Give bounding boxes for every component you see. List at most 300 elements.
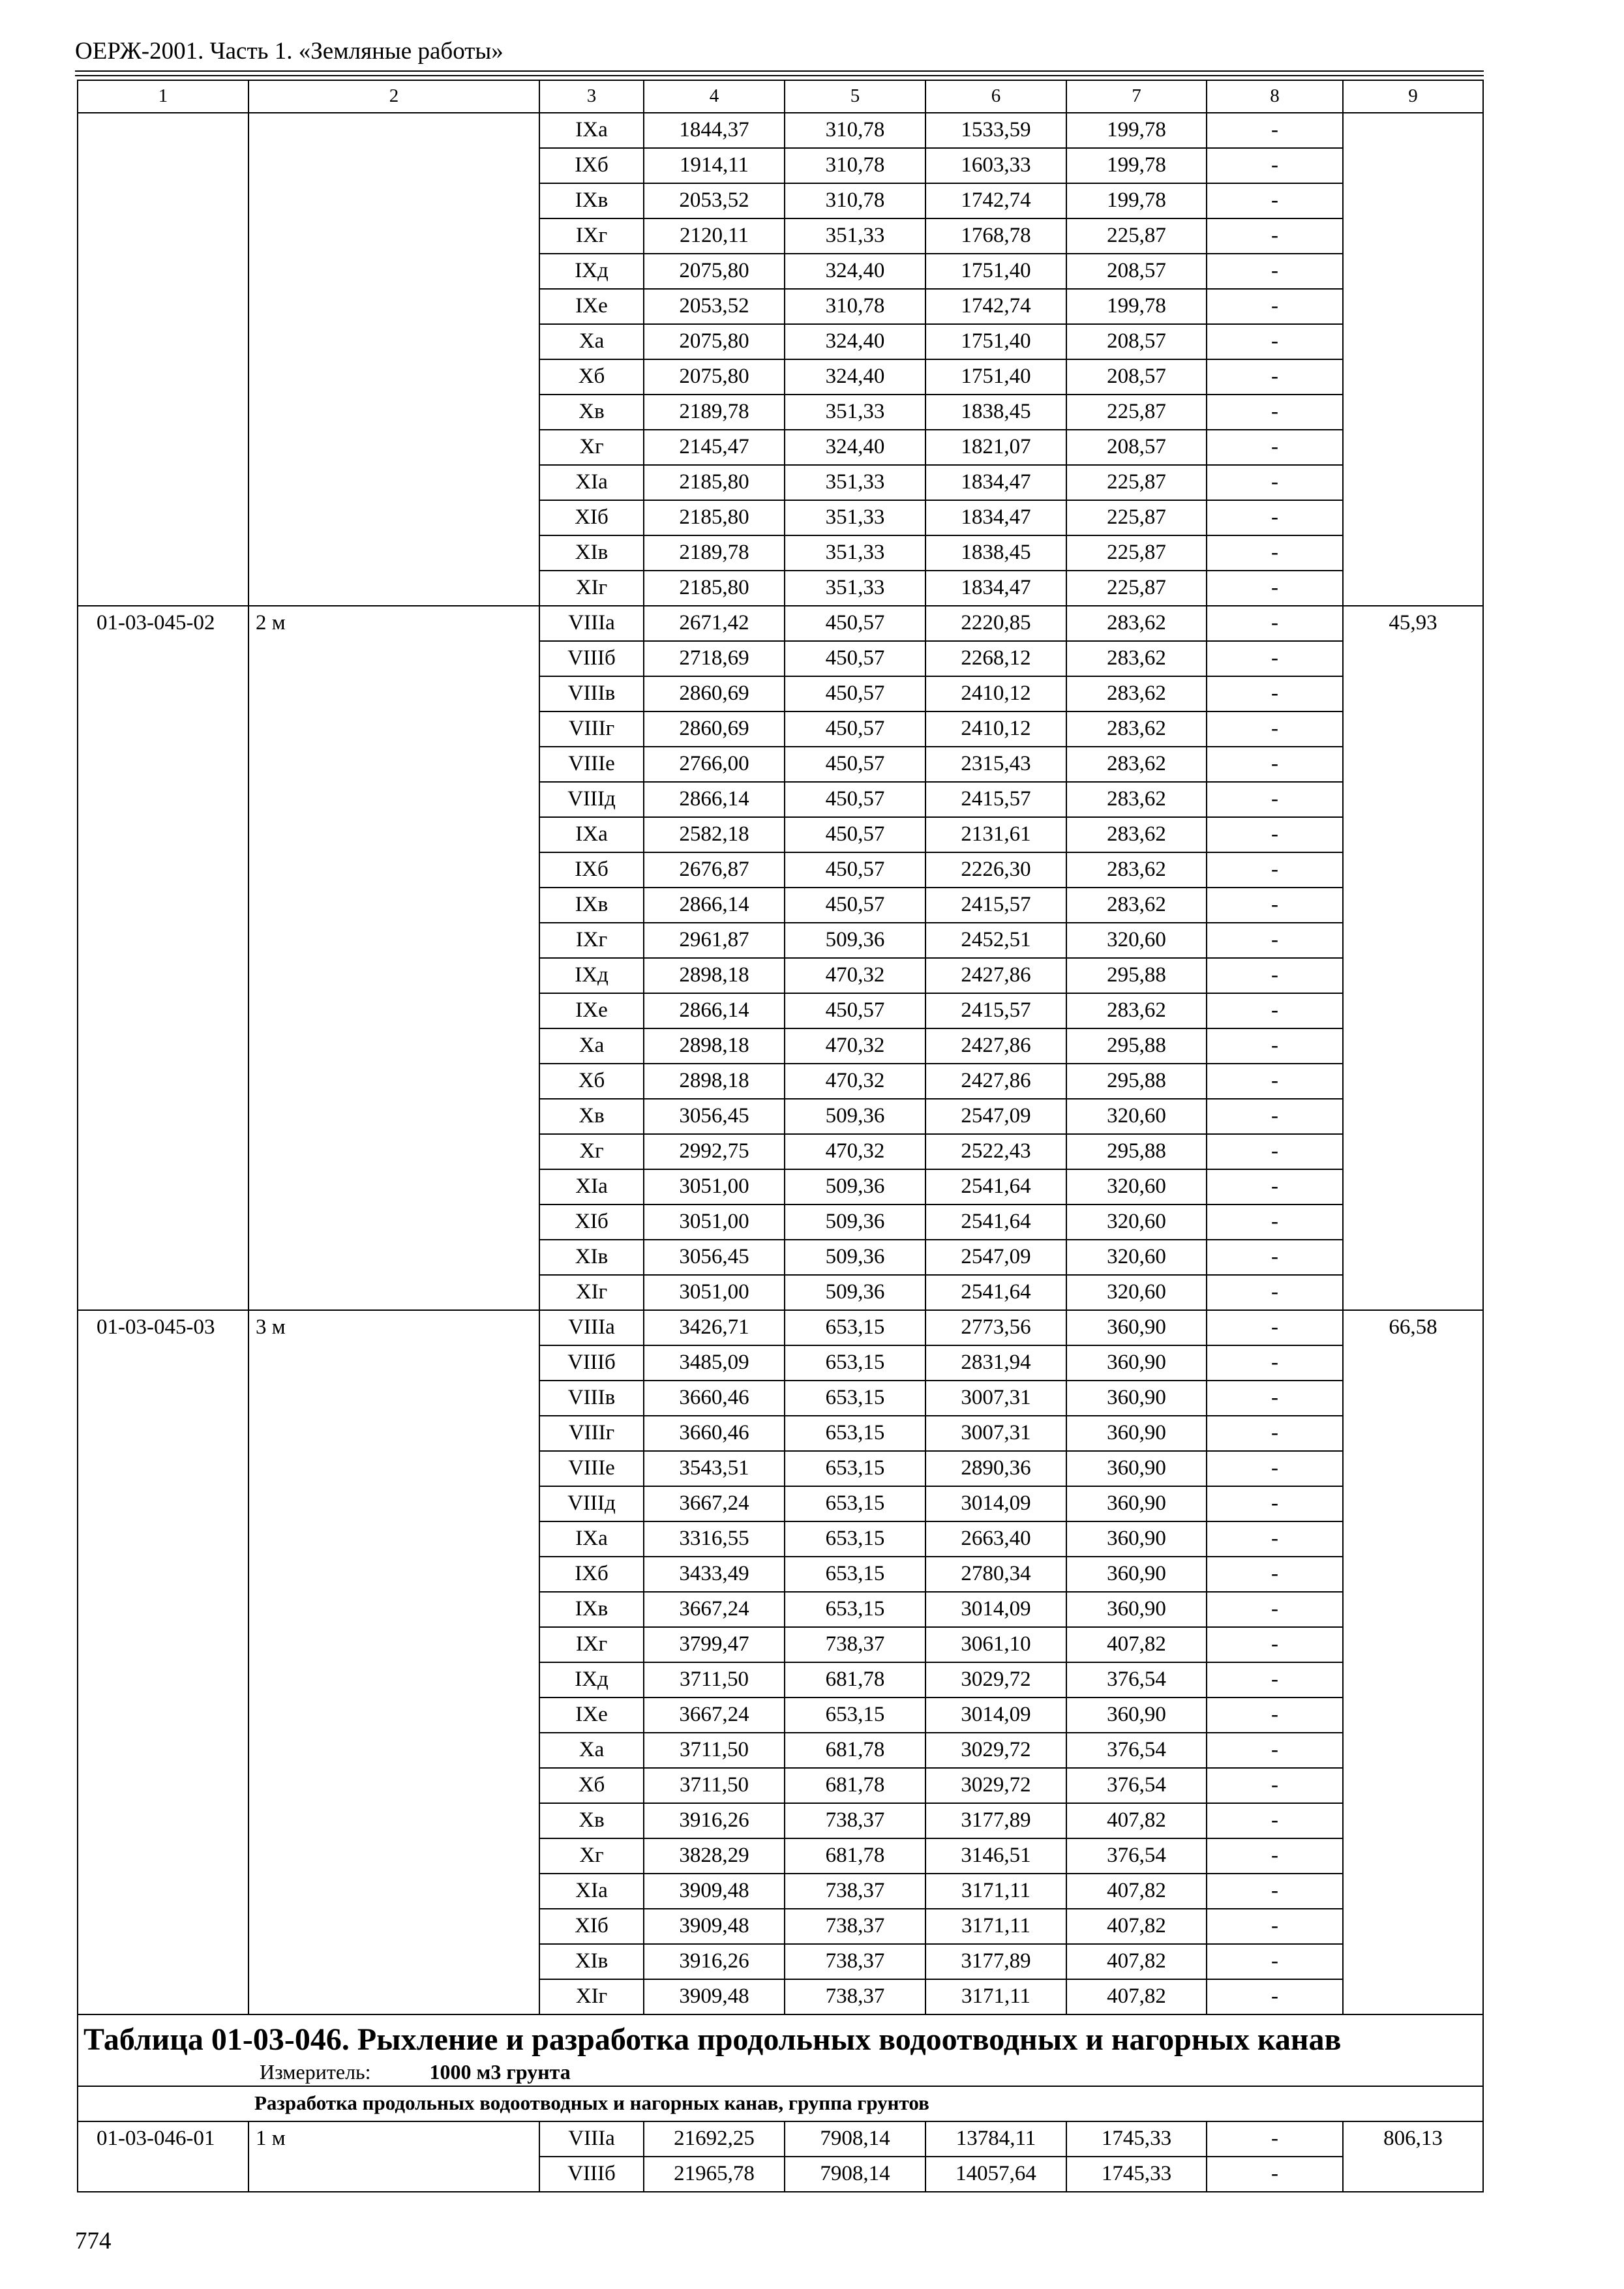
materials: - xyxy=(1207,113,1343,148)
machinist-wages: 283,62 xyxy=(1066,993,1207,1028)
grunt-group: IXв xyxy=(539,888,644,923)
materials: - xyxy=(1207,1944,1343,1979)
table-row xyxy=(78,2121,1483,2157)
grunt-group: VIIIе xyxy=(539,747,644,782)
machinist-wages: 225,87 xyxy=(1066,395,1207,430)
table-row xyxy=(78,113,1483,148)
price-total: 1844,37 xyxy=(644,113,785,148)
machinist-wages: 295,88 xyxy=(1066,1064,1207,1099)
wages: 653,15 xyxy=(785,1521,925,1557)
wages: 310,78 xyxy=(785,289,925,324)
machines: 3014,09 xyxy=(925,1592,1066,1627)
machines: 1834,47 xyxy=(925,500,1066,535)
column-number-row xyxy=(78,80,1483,113)
table-title: Таблица 01-03-046. Рыхление и разработка продольных водоотводных и нагорных канав xyxy=(83,2022,1342,2057)
wages: 324,40 xyxy=(785,359,925,395)
materials: - xyxy=(1207,535,1343,571)
grunt-group: IXб xyxy=(539,852,644,888)
machines: 3171,11 xyxy=(925,1979,1066,2014)
machinist-wages: 360,90 xyxy=(1066,1310,1207,1345)
rate-code xyxy=(78,113,248,606)
machines: 2220,85 xyxy=(925,606,1066,641)
wages: 509,36 xyxy=(785,923,925,958)
machinist-wages: 360,90 xyxy=(1066,1557,1207,1592)
wages: 653,15 xyxy=(785,1592,925,1627)
machines: 3007,31 xyxy=(925,1416,1066,1451)
materials: - xyxy=(1207,747,1343,782)
materials: - xyxy=(1207,395,1343,430)
machines: 3014,09 xyxy=(925,1698,1066,1733)
wages: 653,15 xyxy=(785,1310,925,1345)
labor-cost xyxy=(1343,113,1483,606)
column-number: 8 xyxy=(1207,80,1343,113)
materials: - xyxy=(1207,571,1343,606)
grunt-group: IXд xyxy=(539,254,644,289)
grunt-group: VIIIб xyxy=(539,1345,644,1381)
wages: 470,32 xyxy=(785,1064,925,1099)
materials: - xyxy=(1207,888,1343,923)
machines: 2427,86 xyxy=(925,1064,1066,1099)
wages: 450,57 xyxy=(785,606,925,641)
wages: 450,57 xyxy=(785,782,925,817)
price-total: 3056,45 xyxy=(644,1240,785,1275)
wages: 653,15 xyxy=(785,1381,925,1416)
machinist-wages: 360,90 xyxy=(1066,1451,1207,1486)
materials: - xyxy=(1207,1134,1343,1169)
grunt-group: VIIIд xyxy=(539,782,644,817)
price-total: 3799,47 xyxy=(644,1627,785,1662)
table-title-row xyxy=(78,2014,1483,2086)
price-total: 2898,18 xyxy=(644,1028,785,1064)
column-number: 5 xyxy=(785,80,925,113)
wages: 351,33 xyxy=(785,218,925,254)
grunt-group: XIг xyxy=(539,1275,644,1310)
machines: 14057,64 xyxy=(925,2157,1066,2192)
grunt-group: VIIIг xyxy=(539,1416,644,1451)
grunt-group: IXб xyxy=(539,1557,644,1592)
machines: 1533,59 xyxy=(925,113,1066,148)
grunt-group: IXе xyxy=(539,289,644,324)
materials: - xyxy=(1207,993,1343,1028)
wages: 509,36 xyxy=(785,1169,925,1204)
price-total: 2860,69 xyxy=(644,711,785,747)
grunt-group: Xб xyxy=(539,1768,644,1803)
materials: - xyxy=(1207,254,1343,289)
wages: 310,78 xyxy=(785,183,925,218)
machines: 2522,43 xyxy=(925,1134,1066,1169)
price-total: 2120,11 xyxy=(644,218,785,254)
materials: - xyxy=(1207,1345,1343,1381)
machinist-wages: 320,60 xyxy=(1066,923,1207,958)
column-number: 1 xyxy=(78,80,248,113)
price-total: 21692,25 xyxy=(644,2121,785,2157)
machinist-wages: 320,60 xyxy=(1066,1240,1207,1275)
materials: - xyxy=(1207,148,1343,183)
column-number: 6 xyxy=(925,80,1066,113)
materials: - xyxy=(1207,1733,1343,1768)
price-total: 3711,50 xyxy=(644,1768,785,1803)
machines: 13784,11 xyxy=(925,2121,1066,2157)
materials: - xyxy=(1207,1099,1343,1134)
machines: 2547,09 xyxy=(925,1240,1066,1275)
materials: - xyxy=(1207,1486,1343,1521)
wages: 450,57 xyxy=(785,676,925,711)
grunt-group: IXд xyxy=(539,1662,644,1698)
price-total: 3711,50 xyxy=(644,1662,785,1698)
machinist-wages: 283,62 xyxy=(1066,747,1207,782)
materials: - xyxy=(1207,1451,1343,1486)
grunt-group: XIа xyxy=(539,1874,644,1909)
materials: - xyxy=(1207,1275,1343,1310)
wages: 450,57 xyxy=(785,817,925,852)
wages: 351,33 xyxy=(785,465,925,500)
machinist-wages: 283,62 xyxy=(1066,817,1207,852)
machines: 1751,40 xyxy=(925,359,1066,395)
price-total: 3667,24 xyxy=(644,1698,785,1733)
machinist-wages: 320,60 xyxy=(1066,1169,1207,1204)
machinist-wages: 407,82 xyxy=(1066,1979,1207,2014)
grunt-group: IXе xyxy=(539,1698,644,1733)
wages: 351,33 xyxy=(785,571,925,606)
labor-cost: 806,13 xyxy=(1343,2121,1483,2192)
machines: 3014,09 xyxy=(925,1486,1066,1521)
grunt-group: VIIIе xyxy=(539,1451,644,1486)
meter-label: Измеритель: xyxy=(260,2060,371,2084)
materials: - xyxy=(1207,958,1343,993)
materials: - xyxy=(1207,1768,1343,1803)
materials: - xyxy=(1207,852,1343,888)
header-rule-inner xyxy=(75,75,1484,76)
rate-code: 01-03-046-01 xyxy=(78,2121,248,2192)
wages: 738,37 xyxy=(785,1874,925,1909)
price-total: 2676,87 xyxy=(644,852,785,888)
materials: - xyxy=(1207,465,1343,500)
machines: 1768,78 xyxy=(925,218,1066,254)
machinist-wages: 225,87 xyxy=(1066,535,1207,571)
section-row xyxy=(78,2086,1483,2121)
grunt-group: Xг xyxy=(539,1134,644,1169)
machines: 3007,31 xyxy=(925,1381,1066,1416)
wages: 509,36 xyxy=(785,1275,925,1310)
price-total: 2866,14 xyxy=(644,993,785,1028)
machines: 1742,74 xyxy=(925,289,1066,324)
machines: 1838,45 xyxy=(925,535,1066,571)
labor-cost: 45,93 xyxy=(1343,606,1483,1310)
price-total: 3667,24 xyxy=(644,1592,785,1627)
materials: - xyxy=(1207,430,1343,465)
materials: - xyxy=(1207,1662,1343,1698)
machinist-wages: 407,82 xyxy=(1066,1944,1207,1979)
wages: 653,15 xyxy=(785,1557,925,1592)
grunt-group: Xа xyxy=(539,1028,644,1064)
machines: 2663,40 xyxy=(925,1521,1066,1557)
machinist-wages: 1745,33 xyxy=(1066,2157,1207,2192)
machines: 2226,30 xyxy=(925,852,1066,888)
grunt-group: IXв xyxy=(539,1592,644,1627)
grunt-group: VIIIа xyxy=(539,606,644,641)
price-total: 3916,26 xyxy=(644,1944,785,1979)
wages: 450,57 xyxy=(785,711,925,747)
column-number: 4 xyxy=(644,80,785,113)
rate-code: 01-03-045-03 xyxy=(78,1310,248,2014)
machinist-wages: 360,90 xyxy=(1066,1416,1207,1451)
wages: 310,78 xyxy=(785,113,925,148)
grunt-group: IXг xyxy=(539,218,644,254)
page-header: ОЕРЖ-2001. Часть 1. «Земляные работы» xyxy=(75,38,504,65)
materials: - xyxy=(1207,1979,1343,2014)
grunt-group: Xв xyxy=(539,1099,644,1134)
grunt-group: XIб xyxy=(539,1204,644,1240)
machinist-wages: 407,82 xyxy=(1066,1909,1207,1944)
work-description xyxy=(248,113,539,606)
machinist-wages: 283,62 xyxy=(1066,676,1207,711)
wages: 738,37 xyxy=(785,1803,925,1838)
price-total: 2866,14 xyxy=(644,782,785,817)
grunt-group: IXе xyxy=(539,993,644,1028)
machines: 2415,57 xyxy=(925,782,1066,817)
section-title: Разработка продольных водоотводных и нагорных канав, группа грунтов xyxy=(78,2086,1483,2121)
wages: 324,40 xyxy=(785,324,925,359)
labor-cost: 66,58 xyxy=(1343,1310,1483,2014)
machinist-wages: 283,62 xyxy=(1066,888,1207,923)
machinist-wages: 199,78 xyxy=(1066,148,1207,183)
grunt-group: VIIIг xyxy=(539,711,644,747)
price-total: 3426,71 xyxy=(644,1310,785,1345)
table-meter xyxy=(83,2059,1482,2084)
column-number: 9 xyxy=(1343,80,1483,113)
grunt-group: IXа xyxy=(539,113,644,148)
price-total: 3660,46 xyxy=(644,1381,785,1416)
price-total: 3916,26 xyxy=(644,1803,785,1838)
materials: - xyxy=(1207,1204,1343,1240)
wages: 7908,14 xyxy=(785,2121,925,2157)
machines: 2780,34 xyxy=(925,1557,1066,1592)
machines: 2773,56 xyxy=(925,1310,1066,1345)
grunt-group: XIб xyxy=(539,1909,644,1944)
materials: - xyxy=(1207,1381,1343,1416)
table-body xyxy=(78,80,1483,2192)
grunt-group: VIIIв xyxy=(539,676,644,711)
price-table xyxy=(77,80,1484,2192)
column-number: 7 xyxy=(1066,80,1207,113)
grunt-group: IXа xyxy=(539,817,644,852)
materials: - xyxy=(1207,1064,1343,1099)
machines: 1751,40 xyxy=(925,324,1066,359)
machinist-wages: 283,62 xyxy=(1066,782,1207,817)
machinist-wages: 283,62 xyxy=(1066,606,1207,641)
price-total: 2185,80 xyxy=(644,465,785,500)
machinist-wages: 199,78 xyxy=(1066,113,1207,148)
machines: 1603,33 xyxy=(925,148,1066,183)
machinist-wages: 225,87 xyxy=(1066,500,1207,535)
materials: - xyxy=(1207,2121,1343,2157)
materials: - xyxy=(1207,183,1343,218)
grunt-group: XIг xyxy=(539,1979,644,2014)
grunt-group: VIIIа xyxy=(539,2121,644,2157)
grunt-group: VIIIб xyxy=(539,641,644,676)
price-total: 2898,18 xyxy=(644,958,785,993)
grunt-group: IXг xyxy=(539,1627,644,1662)
wages: 470,32 xyxy=(785,958,925,993)
materials: - xyxy=(1207,324,1343,359)
machinist-wages: 320,60 xyxy=(1066,1099,1207,1134)
machines: 1834,47 xyxy=(925,571,1066,606)
materials: - xyxy=(1207,1838,1343,1874)
grunt-group: XIв xyxy=(539,535,644,571)
machinist-wages: 199,78 xyxy=(1066,289,1207,324)
wages: 681,78 xyxy=(785,1838,925,1874)
wages: 738,37 xyxy=(785,1944,925,1979)
price-total: 2185,80 xyxy=(644,500,785,535)
wages: 509,36 xyxy=(785,1099,925,1134)
price-total: 2075,80 xyxy=(644,359,785,395)
machines: 2890,36 xyxy=(925,1451,1066,1486)
grunt-group: Xа xyxy=(539,324,644,359)
price-total: 3433,49 xyxy=(644,1557,785,1592)
price-total: 2992,75 xyxy=(644,1134,785,1169)
machinist-wages: 1745,33 xyxy=(1066,2121,1207,2157)
machines: 2315,43 xyxy=(925,747,1066,782)
price-total: 3909,48 xyxy=(644,1909,785,1944)
grunt-group: Xг xyxy=(539,430,644,465)
machines: 2541,64 xyxy=(925,1204,1066,1240)
price-total: 3660,46 xyxy=(644,1416,785,1451)
price-total: 2189,78 xyxy=(644,535,785,571)
price-total: 2053,52 xyxy=(644,289,785,324)
materials: - xyxy=(1207,782,1343,817)
materials: - xyxy=(1207,1521,1343,1557)
machinist-wages: 199,78 xyxy=(1066,183,1207,218)
page-number: 774 xyxy=(75,2228,112,2254)
machinist-wages: 295,88 xyxy=(1066,958,1207,993)
machines: 1838,45 xyxy=(925,395,1066,430)
materials: - xyxy=(1207,2157,1343,2192)
materials: - xyxy=(1207,711,1343,747)
machinist-wages: 407,82 xyxy=(1066,1803,1207,1838)
machinist-wages: 225,87 xyxy=(1066,218,1207,254)
wages: 470,32 xyxy=(785,1134,925,1169)
machinist-wages: 376,54 xyxy=(1066,1733,1207,1768)
price-total: 2898,18 xyxy=(644,1064,785,1099)
wages: 509,36 xyxy=(785,1240,925,1275)
machinist-wages: 283,62 xyxy=(1066,852,1207,888)
machinist-wages: 407,82 xyxy=(1066,1874,1207,1909)
wages: 450,57 xyxy=(785,641,925,676)
materials: - xyxy=(1207,1028,1343,1064)
price-total: 3711,50 xyxy=(644,1733,785,1768)
grunt-group: Xа xyxy=(539,1733,644,1768)
wages: 7908,14 xyxy=(785,2157,925,2192)
price-total: 3909,48 xyxy=(644,1874,785,1909)
machinist-wages: 295,88 xyxy=(1066,1134,1207,1169)
price-total: 3909,48 xyxy=(644,1979,785,2014)
price-total: 2075,80 xyxy=(644,324,785,359)
machinist-wages: 208,57 xyxy=(1066,324,1207,359)
materials: - xyxy=(1207,1240,1343,1275)
wages: 450,57 xyxy=(785,852,925,888)
wages: 324,40 xyxy=(785,254,925,289)
grunt-group: IXа xyxy=(539,1521,644,1557)
machinist-wages: 320,60 xyxy=(1066,1275,1207,1310)
materials: - xyxy=(1207,606,1343,641)
wages: 324,40 xyxy=(785,430,925,465)
price-total: 2189,78 xyxy=(644,395,785,430)
materials: - xyxy=(1207,1592,1343,1627)
column-number: 3 xyxy=(539,80,644,113)
materials: - xyxy=(1207,641,1343,676)
machinist-wages: 360,90 xyxy=(1066,1381,1207,1416)
machines: 2410,12 xyxy=(925,711,1066,747)
wages: 653,15 xyxy=(785,1486,925,1521)
materials: - xyxy=(1207,1169,1343,1204)
price-total: 3485,09 xyxy=(644,1345,785,1381)
grunt-group: VIIIа xyxy=(539,1310,644,1345)
machines: 3146,51 xyxy=(925,1838,1066,1874)
grunt-group: IXв xyxy=(539,183,644,218)
wages: 738,37 xyxy=(785,1909,925,1944)
wages: 738,37 xyxy=(785,1627,925,1662)
column-number: 2 xyxy=(248,80,539,113)
header-rule xyxy=(75,70,1484,72)
price-total: 1914,11 xyxy=(644,148,785,183)
machines: 2268,12 xyxy=(925,641,1066,676)
table-title-cell xyxy=(78,2014,1483,2086)
price-total: 2961,87 xyxy=(644,923,785,958)
grunt-group: XIа xyxy=(539,1169,644,1204)
grunt-group: Xг xyxy=(539,1838,644,1874)
price-total: 2582,18 xyxy=(644,817,785,852)
machinist-wages: 407,82 xyxy=(1066,1627,1207,1662)
wages: 351,33 xyxy=(785,500,925,535)
price-total: 2766,00 xyxy=(644,747,785,782)
grunt-group: IXб xyxy=(539,148,644,183)
price-total: 21965,78 xyxy=(644,2157,785,2192)
wages: 509,36 xyxy=(785,1204,925,1240)
machinist-wages: 360,90 xyxy=(1066,1698,1207,1733)
grunt-group: IXд xyxy=(539,958,644,993)
machines: 2131,61 xyxy=(925,817,1066,852)
machines: 2831,94 xyxy=(925,1345,1066,1381)
machines: 2410,12 xyxy=(925,676,1066,711)
machinist-wages: 360,90 xyxy=(1066,1592,1207,1627)
wages: 351,33 xyxy=(785,395,925,430)
machinist-wages: 208,57 xyxy=(1066,254,1207,289)
machines: 3029,72 xyxy=(925,1768,1066,1803)
materials: - xyxy=(1207,923,1343,958)
wages: 351,33 xyxy=(785,535,925,571)
wages: 681,78 xyxy=(785,1733,925,1768)
rate-code: 01-03-045-02 xyxy=(78,606,248,1310)
materials: - xyxy=(1207,289,1343,324)
price-total: 2053,52 xyxy=(644,183,785,218)
machinist-wages: 376,54 xyxy=(1066,1838,1207,1874)
table-row xyxy=(78,606,1483,641)
price-total: 2671,42 xyxy=(644,606,785,641)
materials: - xyxy=(1207,1874,1343,1909)
price-total: 3051,00 xyxy=(644,1204,785,1240)
materials: - xyxy=(1207,359,1343,395)
grunt-group: VIIIд xyxy=(539,1486,644,1521)
machines: 1834,47 xyxy=(925,465,1066,500)
machines: 1821,07 xyxy=(925,430,1066,465)
grunt-group: Xб xyxy=(539,359,644,395)
machinist-wages: 320,60 xyxy=(1066,1204,1207,1240)
price-total: 2185,80 xyxy=(644,571,785,606)
price-total: 2718,69 xyxy=(644,641,785,676)
wages: 450,57 xyxy=(785,993,925,1028)
price-total: 2145,47 xyxy=(644,430,785,465)
materials: - xyxy=(1207,1909,1343,1944)
